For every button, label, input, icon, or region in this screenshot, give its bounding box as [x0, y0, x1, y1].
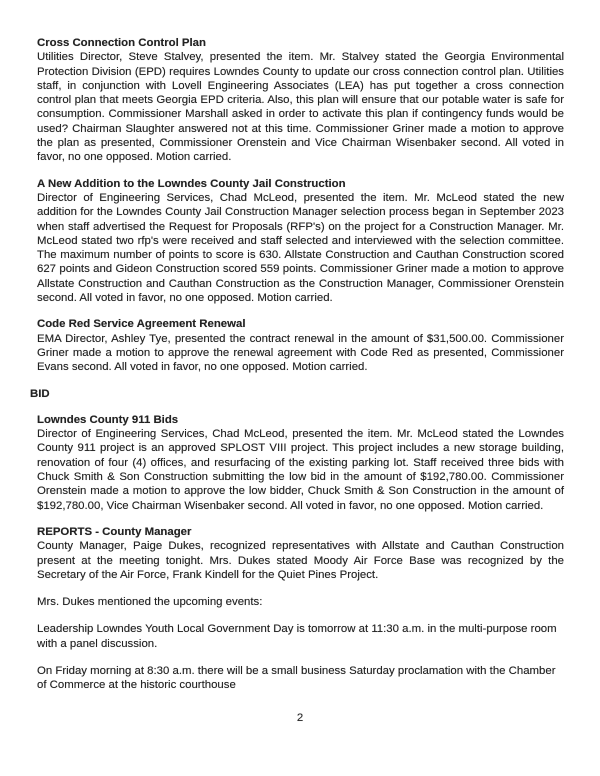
paragraph-event-leadership-lowndes: Leadership Lowndes Youth Local Government Day is tomorrow at 11:30 a.m. in the multi-purpose room with a panel discussion. — [37, 623, 557, 650]
paragraph-upcoming-events-intro: Mrs. Dukes mentioned the upcoming events: — [37, 596, 263, 609]
paragraph-jail-addition: Director of Engineering Services, Chad McLeod, presented the item. Mr. McLeod stated the new addition for the Lowndes County Jail Construction Manager selection process began in September 2023 when staff advertised the Request for Proposals (RFP's) on the project for a Construction Manager. Mr. McLeod stated two rfp's were received and staff selected and interviewed with the selection committee. The maximum number of points to score is 630. Allstate Construction and Cauthan Construction scored 627 points and Gideon Construction scored 559 points. Commissioner Griner made a motion to approve Allstate Construction and Cauthan Construction as the Construction Manager, Commissioner Orenstein second. All voted in favor, no one opposed. Motion carried. — [37, 191, 564, 305]
section-heading-cross-connection-control-plan: Cross Connection Control Plan — [37, 37, 206, 49]
page-number: 2 — [296, 712, 304, 724]
paragraph-event-small-business-saturday: On Friday morning at 8:30 a.m. there will be a small business Saturday proclamation with the Chamber of Commerce at the historic courthouse — [37, 664, 556, 692]
section-heading-lowndes-county-911-bids: Lowndes County 911 Bids — [37, 413, 179, 426]
section-heading-reports-county-manager: REPORTS - County Manager — [37, 525, 192, 538]
section-heading-bid: BID — [30, 387, 50, 400]
paragraph-code-red-renewal: EMA Director, Ashley Tye, presented the contract renewal in the amount of $31,500.00. Commissioner Griner made a motion to approve the renewal agreement with Code Red as presented, Commissioner Evans second. All voted in favor, no one opposed. Motion carried. — [37, 332, 564, 374]
paragraph-lowndes-county-911-bids: Director of Engineering Services, Chad McLeod, presented the item. Mr. McLeod stated the Lowndes County 911 project is an approved SPLOST VIII project. This project includes a new storage building, renovation of four (4) offices, and resurfacing of the existing parking lot. Staff received three bids with Chuck Smith & Son Construction submitting the low bid in the amount of $192,780.00. Commissioner Orenstein made a motion to approve the low bidder, Chuck Smith & Son Construction in the amount of $192,780.00, Vice Chairman Wisenbaker second. All voted in favor, no one opposed. Motion carried. — [37, 428, 564, 512]
document-content — [30, 36, 564, 693]
paragraph-reports-county-manager: County Manager, Paige Dukes, recognized representatives with Allstate and Cauthan Construction present at the meeting tonight. Mrs. Dukes stated Moody Air Force Base was recognized by the Secretary of the Air Force, Frank Kindell for the Quiet Pines Project. — [37, 540, 564, 581]
section-heading-code-red-renewal: Code Red Service Agreement Renewal — [37, 318, 246, 331]
paragraph-cross-connection-control-plan: Utilities Director, Steve Stalvey, presented the item. Mr. Stalvey stated the Georgia Environmental Protection Division (EPD) requires Lowndes County to update our cross connection control plan. Utilities staff, in conjunction with Lovell Engineering Associates (LEA) has put together a cross connection control plan that meets Georgia EPD criteria. Also, this plan will ensure that our potable water is safe for consumption. Commissioner Marshall asked in order to activate this plan if contingency funds would be used? Chairman Slaughter answered not at this time. Commissioner Griner made a motion to approve the plan as presented, Commissioner Orenstein and Vice Chairman Wisenbaker second. All voted in favor, no one opposed. Motion carried. — [37, 51, 564, 164]
section-heading-jail-addition: A New Addition to the Lowndes County Jail Construction — [37, 177, 346, 190]
